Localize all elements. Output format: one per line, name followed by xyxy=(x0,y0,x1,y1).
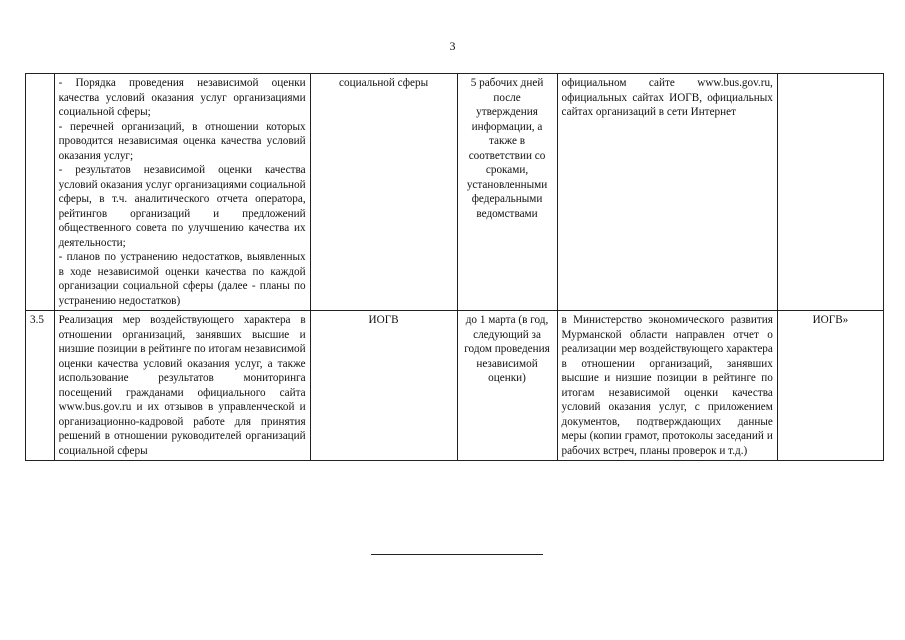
deadline-cell: 5 рабочих дней после утверждения информации, а также в соответствии со сроками, установленными федеральными ведомствами xyxy=(457,74,557,311)
footer-divider xyxy=(371,554,543,555)
executor-cell: ИОГВ» xyxy=(777,311,883,461)
deadline-cell: до 1 марта (в год, следующий за годом проведения независимой оценки) xyxy=(457,311,557,461)
activity-cell xyxy=(54,74,310,311)
page-number: 3 xyxy=(449,39,456,53)
activity-item: - результатов независимой оценки качества условий оказания услуг организациями социальной сферы, в т.ч. аналитического отчета оператора, рейтингов организаций и предложений общественного совета по улучшению качества их деятельности; xyxy=(58,164,306,249)
activity-cell xyxy=(54,311,310,461)
responsible-cell: ИОГВ xyxy=(310,311,457,461)
activity-item: - Порядка проведения независимой оценки качества условий оказания услуг организациями социальной сферы; xyxy=(58,77,306,118)
activity-item: Реализация мер воздействующего характера в отношении организаций, занявших высшие и низшие позиции в рейтинге по итогам независимой оценки качества условий оказания услуг, а также использование результатов мониторинга посещений гражданами официального сайта www.bus.gov.ru и их отзывов в управленческой и организационно-кадровой работе для принятия решений в отношении руководителей организаций социальной сферы xyxy=(58,314,306,457)
table-row xyxy=(26,74,884,311)
activity-item: - перечней организаций, в отношении которых проводится независимая оценка качества условий оказания услуг; xyxy=(58,120,306,162)
activity-item: - планов по устранению недостатков, выявленных в ходе независимой оценки качества по каждой организации социальной сферы (далее - планы по устранению недостатков) xyxy=(58,251,306,307)
responsible-cell: социальной сферы xyxy=(310,74,457,311)
table-row xyxy=(26,311,884,461)
row-number-cell: 3.5 xyxy=(26,311,55,461)
result-cell: в Министерство экономического развития Мурманской области направлен отчет о реализации мер воздействующего характера в отношении организаций, занявших высшие и низшие позиции в рейтинге по итогам независимой оценки качества условий оказания услуг, с приложением документов, подтверждающих данные меры (копии грамот, протоколы заседаний и рабочих встреч, планы проверок и т.д.) xyxy=(557,311,777,461)
result-cell: официальном сайте www.bus.gov.ru, официальных сайтах ИОГВ, официальных сайтах организаций в сети Интернет xyxy=(557,74,777,311)
plan-table xyxy=(25,73,884,461)
row-number-cell xyxy=(26,74,55,311)
executor-cell xyxy=(777,74,883,311)
